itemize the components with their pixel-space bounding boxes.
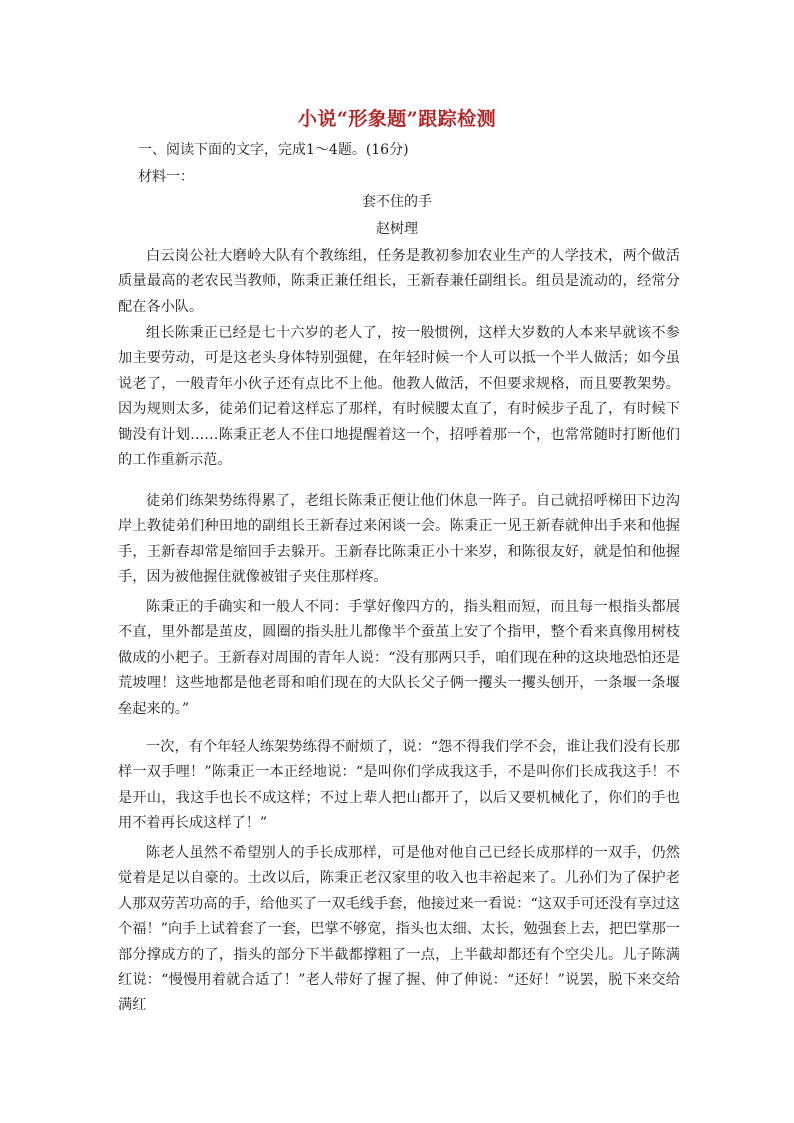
paragraph-3: 徒弟们练架势练得累了，老组长陈秉正便让他们休息一阵子。自己就招呼梯田下边沟岸上教徒弟们种田地的副组长王新春过来闲谈一会。陈秉正一见王新春就伸出手来和他握手，王新春却常是缩回手去躲开。王新春比陈秉正小十来岁，和陈很友好，就是怕和他握手，因为被他握住就像被钳子夹住那样疼。 <box>118 493 680 586</box>
story-author: 赵树理 <box>376 221 418 237</box>
story-title: 套不住的手 <box>362 194 432 210</box>
paragraph-1: 白云岗公社大磨岭大队有个教练组，任务是教初参加农业生产的人学技术，两个做活质量最高的老农民当教师，陈秉正兼任组长，王新春兼任副组长。组员是流动的，经常分配在各小队。 <box>118 248 680 315</box>
material-label: 材料一： <box>138 169 194 185</box>
question-instruction: 一、阅读下面的文字，完成1～4题。(16分) <box>138 142 409 158</box>
paragraph-5: 一次，有个年轻人练架势练得不耐烦了，说：“怨不得我们学不会，谁让我们没有长那样一双手哩！”陈秉正一本正经地说：“是叫你们学成我这手，不是叫你们长成我这手！不是开山，我这手也长不成这样；不过上辈人把山都开了，以后又要机械化了，你们的手也用不着再长成这样了！” <box>118 739 680 832</box>
paragraph-4: 陈秉正的手确实和一般人不同：手掌好像四方的，指头粗而短，而且每一根指头都展不直，里外都是茧皮，圆圈的指头肚儿都像半个蚕茧上安了个指甲，整个看来真像用树枝做成的小耙子。王新春对周围的青年人说：“没有那两只手，咱们现在种的这块地恐怕还是荒坡哩！这些地都是他老哥和咱们现在的大队长父子俩一攫头一攫头刨开，一条堰一条堰垒起来的。” <box>118 599 680 717</box>
paragraph-2: 组长陈秉正已经是七十六岁的老人了，按一般惯例，这样大岁数的人本来早就该不参加主要劳动，可是这老头身体特别强健，在年轻时候一个人可以抵一个半人做活；如今虽说老了，一般青年小伙子还有点比不上他。他教人做活，不但要求规格，而且要教架势。因为规则太多，徒弟们记着这样忘了那样，有时候腰太直了，有时候步子乱了，有时候下锄没有计划……陈秉正老人不住口地提醒着这一个，招呼着那一个，也常常随时打断他们的工作重新示范。 <box>118 325 680 469</box>
paragraph-6: 陈老人虽然不希望别人的手长成那样，可是他对他自己已经长成那样的一双手，仍然觉着是足以自豪的。土改以后，陈秉正老汉家里的收入也丰裕起来了。儿孙们为了保护老人那双劳苦功高的手，给他买了一双毛线手套，他接过来一看说：“这双手可还没有享过这个福！”向手上试着套了一套，巴掌不够宽，指头也太细、太长，勉强套上去，把巴掌那一部分撑成方的了，指头的部分下半截都撑粗了一点，上半截却都还有个空尖儿。儿子陈满红说：“慢慢用着就合适了！”老人带好了握了握、伸了伸说：“还好！”说罢，脱下来交给满红 <box>118 845 680 1014</box>
page-title: 小说“形象题”跟踪检测 <box>297 108 497 130</box>
